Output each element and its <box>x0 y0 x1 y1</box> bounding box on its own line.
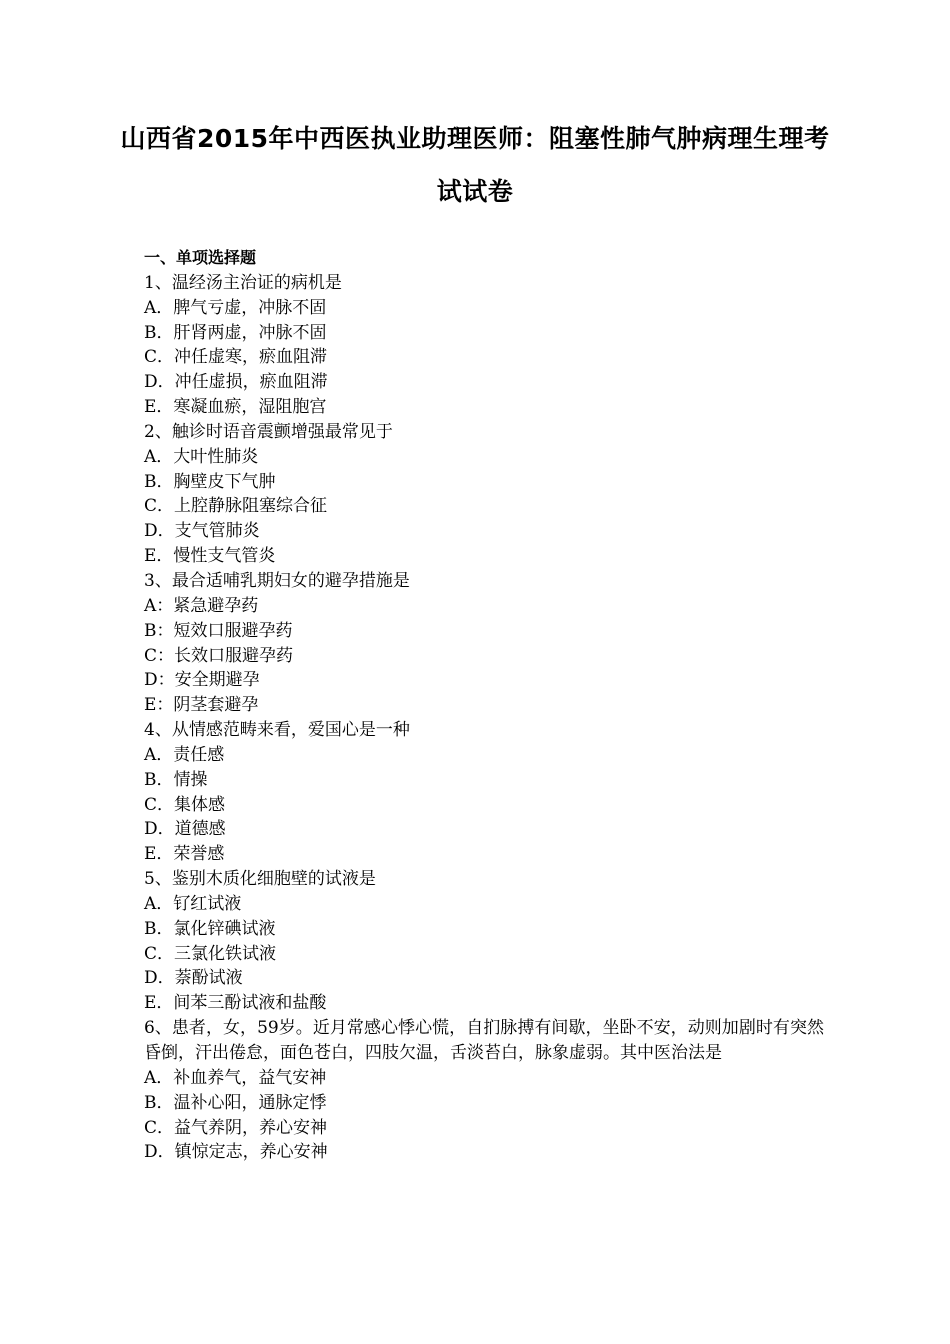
question-2-option-b: B．胸壁皮下气肿 <box>144 471 276 492</box>
question-6-option-b: B．温补心阳，通脉定悸 <box>144 1092 327 1113</box>
section-heading: 一、单项选择题 <box>144 248 257 267</box>
question-6-stem: 6、患者，女，59岁。近月常感心悸心慌，自扪脉搏有间歇，坐卧不安，动则加剧时有突然昏倒，汗出倦怠，面色苍白，四肢欠温，舌淡苔白，脉象虚弱。其中医治法是 <box>144 1018 824 1063</box>
question-4-option-a: A．责任感 <box>144 744 225 765</box>
question-1-option-d: D．冲任虚损，瘀血阻滞 <box>144 372 328 393</box>
question-1-option-a: A．脾气亏虚，冲脉不固 <box>144 297 327 318</box>
question-4-option-b: B．情操 <box>144 769 208 790</box>
question-5-option-a: A．钌红试液 <box>144 893 242 914</box>
question-6-option-c: C．益气养阴，养心安神 <box>144 1117 328 1138</box>
question-5-stem: 5、鉴别木质化细胞壁的试液是 <box>144 869 376 890</box>
question-3-option-d: D：安全期避孕 <box>144 670 260 691</box>
question-5-option-d: D．萘酚试液 <box>144 968 243 989</box>
question-1-option-b: B．肝肾两虚，冲脉不固 <box>144 322 327 343</box>
question-3-option-b: B：短效口服避孕药 <box>144 620 293 641</box>
question-4-stem: 4、从情感范畴来看，爱国心是一种 <box>144 720 410 741</box>
question-2-stem: 2、触诊时语音震颤增强最常见于 <box>144 421 393 442</box>
question-4-option-d: D．道德感 <box>144 819 226 840</box>
question-3-option-e: E：阴茎套避孕 <box>144 695 259 716</box>
question-2-option-e: E．慢性支气管炎 <box>144 546 276 567</box>
question-5-option-e: E．间苯三酚试液和盐酸 <box>144 993 327 1014</box>
question-1-stem: 1、温经汤主治证的病机是 <box>144 272 342 293</box>
question-2-option-a: A．大叶性肺炎 <box>144 446 259 467</box>
question-6-option-a: A．补血养气，益气安神 <box>144 1067 327 1088</box>
question-3-stem: 3、最合适哺乳期妇女的避孕措施是 <box>144 570 410 591</box>
question-3-option-c: C：长效口服避孕药 <box>144 645 294 666</box>
question-4-option-c: C．集体感 <box>144 794 226 815</box>
question-2-option-c: C．上腔静脉阻塞综合征 <box>144 496 328 517</box>
document-title: 山西省2015年中西医执业助理医师：阻塞性肺气肿病理生理考试试卷 <box>120 124 830 206</box>
question-1-option-e: E．寒凝血瘀，湿阻胞宫 <box>144 397 327 418</box>
question-1-option-c: C．冲任虚寒，瘀血阻滞 <box>144 347 328 368</box>
question-4-option-e: E．荣誉感 <box>144 844 225 865</box>
question-5-option-b: B．氯化锌碘试液 <box>144 918 276 939</box>
question-3-option-a: A：紧急避孕药 <box>144 595 259 616</box>
question-2-option-d: D．支气管肺炎 <box>144 521 260 542</box>
question-list <box>144 246 824 1165</box>
question-5-option-c: C．三氯化铁试液 <box>144 943 277 964</box>
question-6-option-d: D．镇惊定志，养心安神 <box>144 1142 328 1163</box>
